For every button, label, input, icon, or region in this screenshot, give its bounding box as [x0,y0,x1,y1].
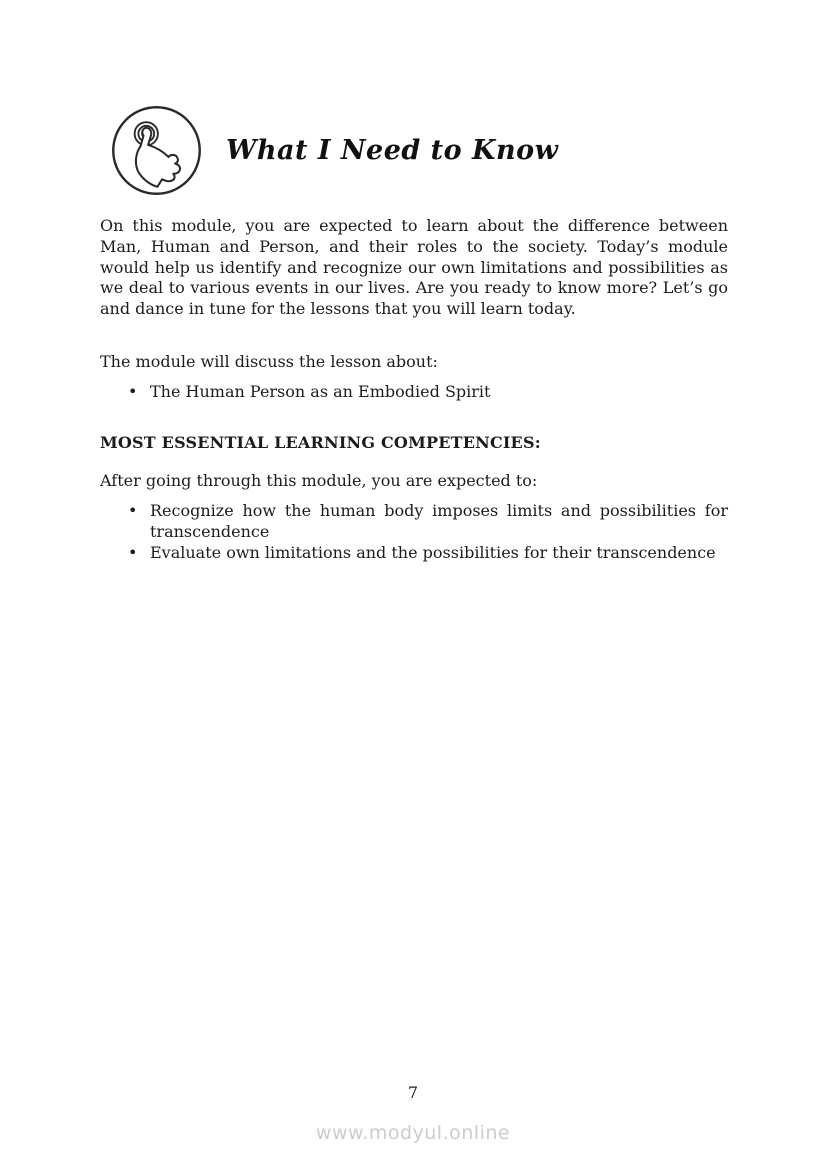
page-number: 7 [407,1083,419,1102]
expectation-item: • Evaluate own limitations and the possibilities for their transcendence [100,542,728,563]
lesson-list [100,381,728,402]
lesson-intro-line: The module will discuss the lesson about: [100,352,438,371]
tap-gesture-icon [108,104,205,197]
expectations-list [100,500,728,563]
lesson-list-item: • The Human Person as an Embodied Spirit [100,381,728,402]
expectations-intro-line: After going through this module, you are expected to: [100,471,538,490]
page-title: What I Need to Know [226,135,559,166]
section-header [108,104,558,197]
melc-heading: MOST ESSENTIAL LEARNING COMPETENCIES: [100,433,541,452]
watermark: www.modyul.online [315,1122,511,1144]
intro-paragraph: On this module, you are expected to learn about the difference between Man, Human and Person, and their roles to the society. Today’s module would help us identify and recognize our own limitations and possibilities as we deal to various events in our lives. Are you ready to know more? Let’s go and dance in tune for the lessons that you will learn today. [100,216,728,319]
expectation-item: • Recognize how the human body imposes limits and possibilities for transcendence [100,500,728,542]
